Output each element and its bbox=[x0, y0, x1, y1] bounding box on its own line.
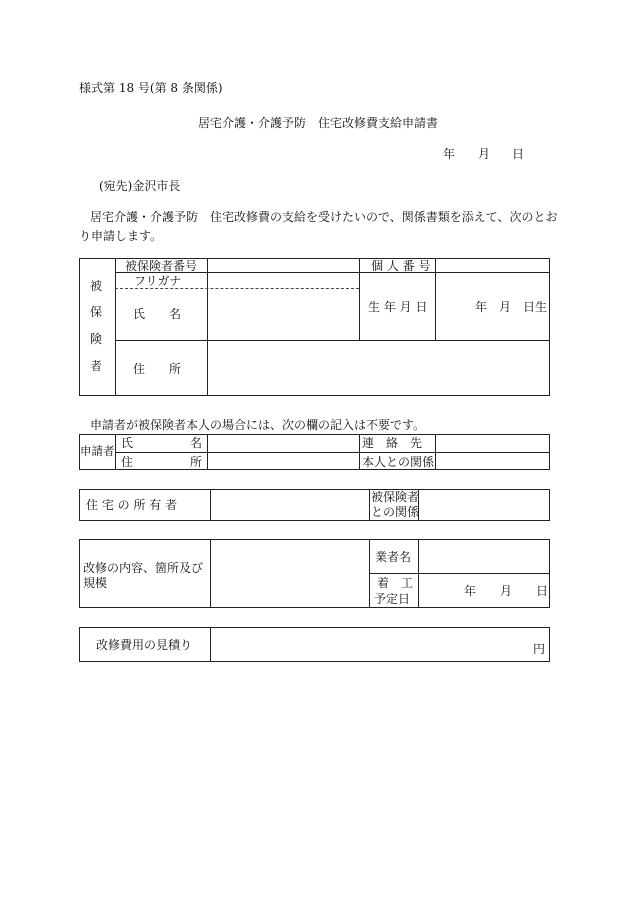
start-date-field[interactable] bbox=[419, 574, 549, 607]
insured-side-char-4: 者 bbox=[89, 359, 102, 373]
contractor-field[interactable] bbox=[419, 540, 549, 572]
applicant-name-label-a: 氏 bbox=[121, 436, 134, 450]
insured-side-char-1: 被 bbox=[89, 279, 102, 293]
name-field[interactable] bbox=[208, 289, 358, 339]
addressee: (宛先)金沢市長 bbox=[99, 179, 181, 193]
start-label-1: 着 工 bbox=[377, 576, 414, 590]
applicant-note: 申請者が被保険者本人の場合には、次の欄の記入は不要です。 bbox=[90, 418, 426, 432]
insured-number-field[interactable] bbox=[208, 259, 358, 271]
furigana-label: フリガナ bbox=[134, 274, 182, 288]
contact-label: 連 絡 先 bbox=[362, 436, 423, 450]
renovation-content-label-2: 規模 bbox=[83, 576, 108, 590]
contractor-label: 業者名 bbox=[375, 550, 412, 564]
renovation-content-field[interactable] bbox=[211, 540, 368, 607]
personal-number-label: 個 人 番 号 bbox=[371, 259, 431, 273]
insured-side-char-2: 保 bbox=[89, 305, 102, 319]
owner-relation-label-1: 被保険者 bbox=[371, 490, 420, 504]
start-date-units: 年 月 日 bbox=[464, 584, 549, 598]
personal-number-field[interactable] bbox=[436, 259, 549, 271]
relation-label: 本人との関係 bbox=[362, 455, 435, 469]
birthdate-field[interactable] bbox=[436, 273, 549, 339]
furigana-field[interactable] bbox=[208, 273, 358, 287]
name-label: 氏 名 bbox=[133, 307, 182, 321]
applicant-name-label-b: 名 bbox=[190, 436, 203, 450]
address-label: 住 所 bbox=[133, 362, 182, 376]
applicant-address-label-b: 所 bbox=[190, 455, 203, 469]
form-number: 様式第 18 号(第 8 条関係) bbox=[79, 81, 223, 95]
estimate-label: 改修費用の見積り bbox=[96, 638, 193, 652]
birthdate-label: 生 年 月 日 bbox=[368, 300, 428, 314]
owner-field[interactable] bbox=[211, 490, 368, 520]
renovation-content-label-1: 改修の内容、箇所及び bbox=[83, 561, 204, 575]
start-label-2: 予定日 bbox=[374, 592, 411, 606]
insured-number-label: 被保険者番号 bbox=[125, 259, 198, 273]
applicant-address-field[interactable] bbox=[208, 453, 358, 469]
page-title: 居宅介護・介護予防 住宅改修費支給申請書 bbox=[198, 116, 439, 130]
owner-relation-label-2: との関係 bbox=[371, 505, 420, 519]
intro-line-2: り申請します。 bbox=[79, 229, 163, 243]
applicant-address-label-a: 住 bbox=[121, 455, 134, 469]
intro-line-1: 居宅介護・介護予防 住宅改修費の支給を受けたいので、関係書類を添えて、次のとお bbox=[90, 210, 558, 224]
date-month: 月 bbox=[478, 147, 491, 161]
applicant-side-label: 申請者 bbox=[80, 444, 115, 458]
relation-field[interactable] bbox=[436, 453, 549, 469]
applicant-name-field[interactable] bbox=[208, 435, 358, 451]
address-field[interactable] bbox=[208, 341, 549, 395]
owner-label: 住 宅 の 所 有 者 bbox=[86, 498, 178, 512]
estimate-field[interactable] bbox=[211, 628, 527, 661]
contact-field[interactable] bbox=[436, 435, 549, 451]
birthdate-units: 年 月 日生 bbox=[475, 300, 548, 314]
date-year: 年 bbox=[443, 147, 456, 161]
insured-side-char-3: 険 bbox=[89, 332, 102, 346]
owner-relation-field[interactable] bbox=[419, 490, 549, 520]
estimate-unit: 円 bbox=[533, 642, 546, 656]
date-day: 日 bbox=[512, 147, 525, 161]
